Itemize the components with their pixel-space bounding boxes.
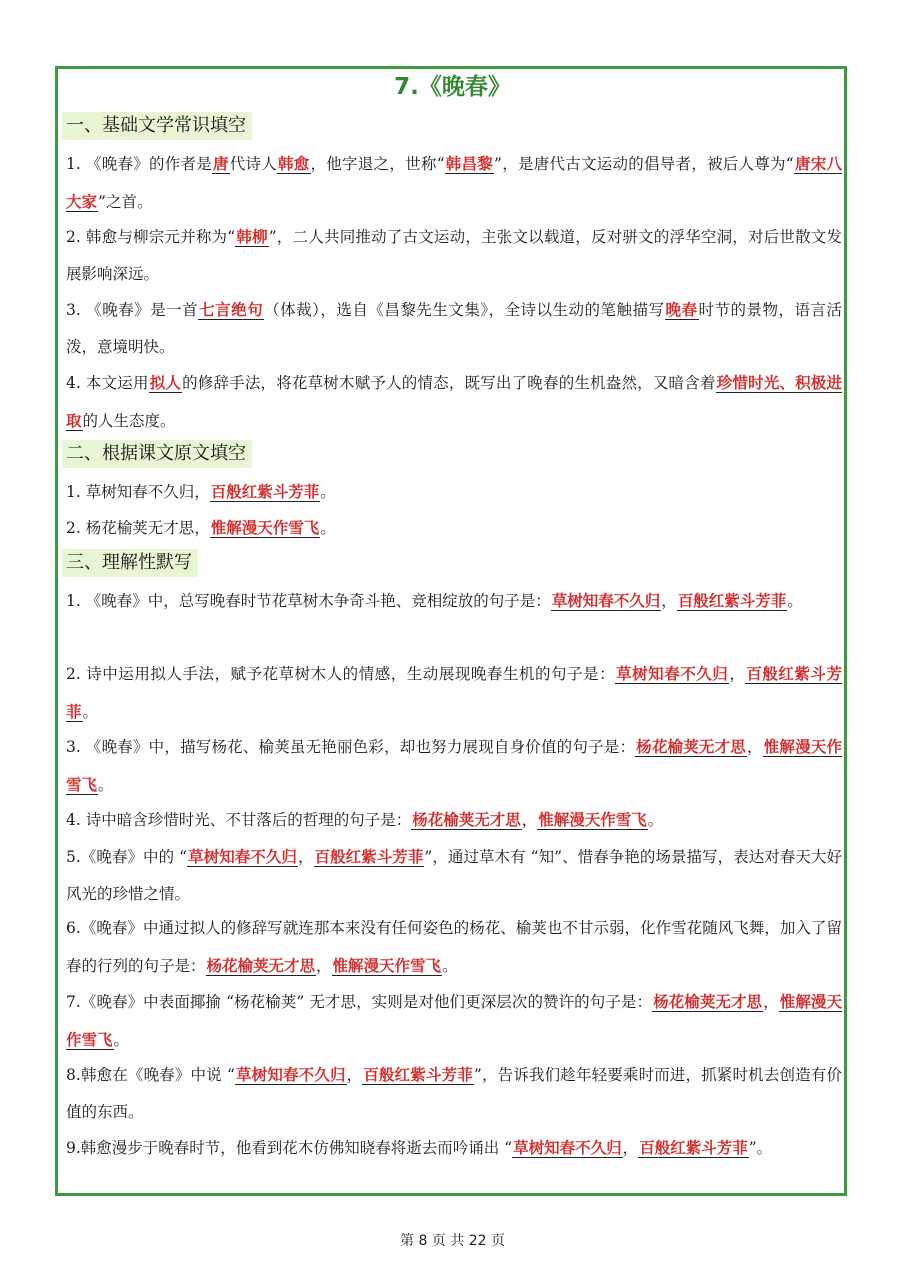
- answer: 七言绝句: [199, 300, 264, 319]
- text: ，: [661, 592, 677, 610]
- answer: 唐宋八大家: [66, 154, 842, 211]
- q3-item-8: [66, 1056, 842, 1131]
- section-heading-fill-blanks: 二、根据课文原文填空: [62, 440, 252, 468]
- answer: 百般红紫斗芳菲: [363, 1065, 473, 1084]
- answer: 珍惜时光、积极进取: [66, 373, 842, 430]
- answer: 草树知春不久归: [616, 664, 729, 683]
- answer: 杨花榆荚无才思: [206, 956, 316, 975]
- answer: 杨花榆荚无才思: [412, 810, 521, 829]
- q2-item-2: [66, 509, 842, 547]
- text: 。: [113, 1031, 130, 1049]
- answer: 草树知春不久归: [235, 1065, 346, 1084]
- answer: 韩柳: [236, 227, 268, 246]
- text: 1. 《晚春》中，总写晚春时节花草树木争奇斗艳、竞相绽放的句子是：: [66, 592, 551, 610]
- text: ”，是唐代古文运动的倡导者，被后人尊为“: [494, 155, 794, 173]
- text: 时节的景物，语言活泼，意境明快。: [66, 301, 842, 356]
- text: 1. 草树知春不久归，: [66, 483, 210, 501]
- q3-item-1: [66, 582, 842, 620]
- q3-item-3: [66, 728, 842, 804]
- q1-item-1: [66, 145, 842, 221]
- text: 3. 《晚春》中，描写杨花、榆荚虽无艳丽色彩，却也努力展现自身价值的句子是：: [66, 738, 636, 756]
- section-heading-basic-knowledge: 一、基础文学常识填空: [62, 112, 252, 140]
- answer: 唐: [213, 154, 229, 173]
- text: ，: [297, 848, 314, 866]
- text: 。: [647, 811, 664, 829]
- text: ”。: [748, 1139, 773, 1157]
- answer: 惟解漫天作雪飞: [66, 737, 842, 794]
- q1-item-3: [66, 291, 842, 366]
- text: 4. 诗中暗含珍惜时光、不甘落后的哲理的句子是：: [66, 811, 412, 829]
- q3-item-2: [66, 655, 842, 731]
- q1-item-4: [66, 364, 842, 440]
- text: 。: [320, 519, 336, 537]
- text: 7.《晚春》中表面揶揄 “杨花榆荚” 无才思，实则是对他们更深层次的赞许的句子是：: [66, 993, 653, 1011]
- text: 。: [98, 776, 114, 794]
- q3-item-5: [66, 838, 842, 913]
- text: ”，通过草木有 “知”、惜春争艳的场景描写，表达对春天大好风光的珍惜之情。: [66, 848, 842, 903]
- text: ，: [747, 738, 763, 756]
- text: ”，二人共同推动了古文运动，主张文以载道，反对骈文的浮华空洞，对后世散文发展影响深远。: [66, 228, 842, 283]
- text: ，: [316, 957, 332, 975]
- answer: 惟解漫天作雪飞: [210, 518, 320, 537]
- answer: 韩昌黎: [445, 154, 494, 173]
- text: ，他字退之，世称“: [310, 155, 445, 173]
- text: 6.《晚春》中通过拟人的修辞写就连那本来没有任何姿色的杨花、榆荚也不甘示弱，化作雪花随风飞舞，加入了留春的行列的句子是：: [66, 919, 842, 975]
- answer: 百般红紫斗芳菲: [639, 1138, 748, 1157]
- q3-item-4: [66, 801, 842, 839]
- text: 。: [320, 483, 336, 501]
- section-heading-comprehension: 三、理解性默写: [62, 549, 198, 577]
- answer: 杨花榆荚无才思: [653, 992, 763, 1011]
- page-number: 第 8 页 共 22 页: [400, 1233, 505, 1249]
- answer: 草树知春不久归: [188, 847, 297, 866]
- text: 9.韩愈漫步于晚春时节，他看到花木仿佛知晓春将逝去而吟诵出 “: [66, 1139, 513, 1157]
- q1-item-2: [66, 218, 842, 293]
- text: ，: [729, 665, 746, 683]
- answer: 惟解漫天作雪飞: [332, 956, 442, 975]
- page-title: 7.《晚春》: [394, 74, 511, 100]
- text: 。: [82, 703, 99, 721]
- answer: 百般红紫斗芳菲: [314, 847, 424, 866]
- text: 3. 《晚春》是一首: [66, 301, 199, 319]
- answer: 草树知春不久归: [513, 1138, 622, 1157]
- text: ，: [763, 993, 779, 1011]
- answer: 百般红紫斗芳菲: [66, 664, 842, 721]
- text: ，: [622, 1139, 639, 1157]
- answer: 草树知春不久归: [551, 591, 661, 610]
- text: ”之首。: [98, 193, 153, 211]
- q2-item-1: [66, 473, 842, 511]
- q3-item-6: [66, 910, 842, 985]
- answer: 晚春: [665, 300, 698, 319]
- text: 。: [787, 592, 803, 610]
- text: 8.韩愈在《晚春》中说 “: [66, 1066, 235, 1084]
- answer: 惟解漫天作雪飞: [66, 992, 842, 1049]
- text: 。: [442, 957, 458, 975]
- answer: 韩愈: [278, 154, 310, 173]
- text: ”，告诉我们趁年轻要乘时而进，抓紧时机去创造有价值的东西。: [66, 1066, 842, 1121]
- text: 2. 杨花榆荚无才思，: [66, 519, 210, 537]
- q3-item-9: [66, 1129, 842, 1167]
- text: ，: [346, 1066, 363, 1084]
- text: 的人生态度。: [82, 412, 176, 430]
- text: ，: [521, 811, 538, 829]
- text: 的修辞手法，将花草树木赋予人的情态，既写出了晚春的生机盎然，又暗含着: [182, 374, 716, 392]
- answer: 惟解漫天作雪飞: [538, 810, 647, 829]
- text: 1. 《晚春》的作者是: [66, 155, 212, 173]
- answer: 百般红紫斗芳菲: [210, 482, 320, 501]
- answer: 百般红紫斗芳菲: [677, 591, 787, 610]
- q3-item-7: [66, 983, 842, 1059]
- text: 代诗人: [229, 155, 278, 173]
- text: 4. 本文运用: [66, 374, 149, 392]
- text: 2. 诗中运用拟人手法，赋予花草树木人的情感，生动展现晚春生机的句子是：: [66, 665, 616, 683]
- answer: 杨花榆荚无才思: [636, 737, 747, 756]
- text: （体裁），选自《昌黎先生文集》，全诗以生动的笔触描写: [264, 301, 665, 319]
- text: 5.《晚春》中的 “: [66, 848, 188, 866]
- answer: 拟人: [149, 373, 182, 392]
- text: 2. 韩愈与柳宗元并称为“: [66, 228, 236, 246]
